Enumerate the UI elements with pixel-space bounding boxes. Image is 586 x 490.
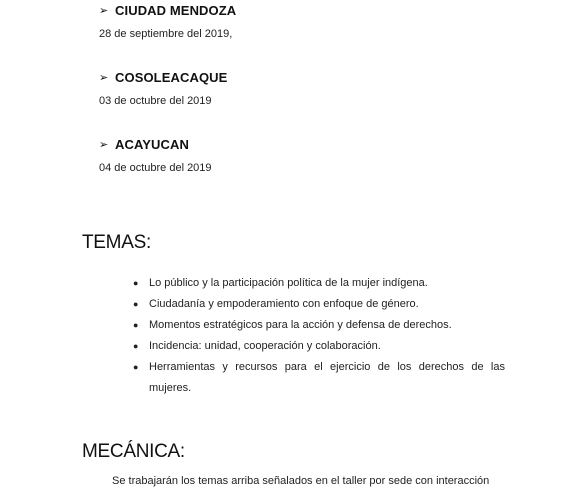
topics-list xyxy=(129,273,505,399)
venue-name: ACAYUCAN xyxy=(115,137,189,152)
list-item xyxy=(129,273,505,294)
topic-text: Momentos estratégicos para la acción y defensa de derechos. xyxy=(149,319,452,331)
bullet-dot-icon: ● xyxy=(133,278,139,288)
bullet-dot-icon: ● xyxy=(133,362,139,372)
venue-date: 28 de septiembre del 2019, xyxy=(99,28,233,40)
topic-text: Ciudadanía y empoderamiento con enfoque de género. xyxy=(149,298,419,310)
temas-heading: TEMAS: xyxy=(82,232,151,253)
arrowhead-bullet-icon: ➢ xyxy=(99,71,109,84)
venue-heading xyxy=(99,137,189,153)
list-item xyxy=(129,357,505,399)
topic-text: Lo público y la participación política de la mujer indígena. xyxy=(149,277,428,289)
bullet-dot-icon: ● xyxy=(133,341,139,351)
topic-text: Herramientas y recursos para el ejercicio de los derechos de las mujeres. xyxy=(149,361,505,394)
venue-name: CIUDAD MENDOZA xyxy=(115,3,237,18)
arrowhead-bullet-icon: ➢ xyxy=(99,4,109,17)
mecanica-heading: MECÁNICA: xyxy=(82,441,185,462)
topic-text: Incidencia: unidad, cooperación y colaboración. xyxy=(149,340,381,352)
bullet-dot-icon: ● xyxy=(133,320,139,330)
venue-date: 04 de octubre del 2019 xyxy=(99,162,212,174)
mecanica-paragraph: Se trabajarán los temas arriba señalados en el taller por sede con interacción xyxy=(112,475,490,487)
venue-name: COSOLEACAQUE xyxy=(115,70,228,85)
list-item xyxy=(129,315,505,336)
venue-heading xyxy=(99,3,236,19)
venue-date: 03 de octubre del 2019 xyxy=(99,95,212,107)
list-item xyxy=(129,294,505,315)
bullet-dot-icon: ● xyxy=(133,299,139,309)
arrowhead-bullet-icon: ➢ xyxy=(99,138,109,151)
list-item xyxy=(129,336,505,357)
venue-heading xyxy=(99,70,227,86)
